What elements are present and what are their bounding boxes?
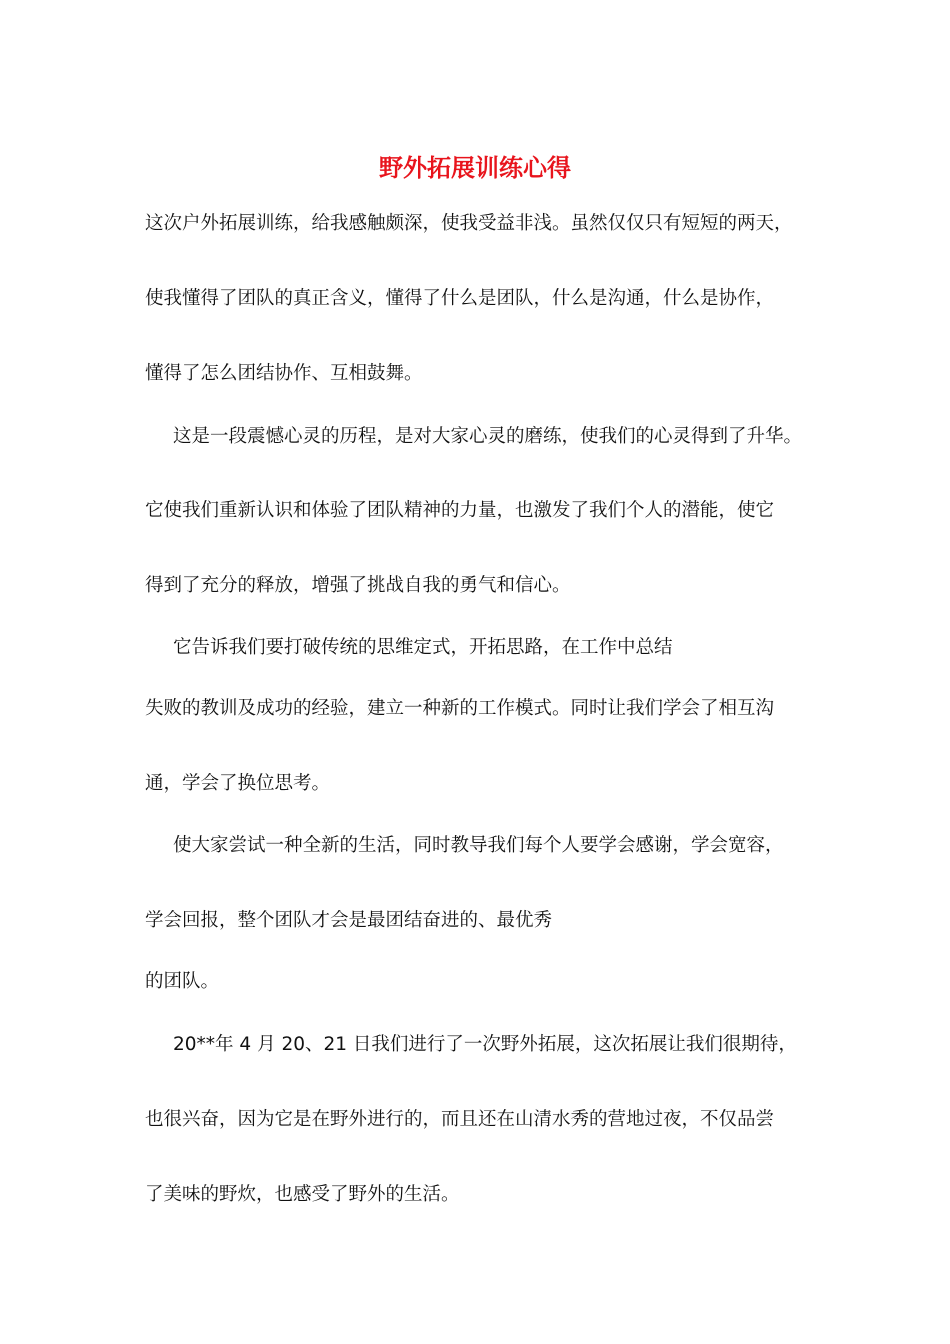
text-line: 20**年 4 月 20、21 日我们进行了一次野外拓展，这次拓展让我们很期待， (173, 1034, 797, 1055)
document-title: 野外拓展训练心得 (379, 153, 571, 182)
text-line: 它使我们重新认识和体验了团队精神的力量，也激发了我们个人的潜能，使它 (145, 500, 775, 521)
text-line: 懂得了怎么团结协作、互相鼓舞。 (145, 363, 423, 384)
text-line: 它告诉我们要打破传统的思维定式，开拓思路，在工作中总结 (173, 637, 673, 658)
text-line: 这是一段震憾心灵的历程，是对大家心灵的磨练，使我们的心灵得到了升华。 (173, 426, 803, 447)
text-line: 使我懂得了团队的真正含义，懂得了什么是团队，什么是沟通，什么是协作， (145, 288, 775, 309)
text-line: 通，学会了换位思考。 (145, 773, 331, 794)
text-line: 了美味的野炊，也感受了野外的生活。 (145, 1184, 460, 1205)
text-line: 也很兴奋，因为它是在野外进行的，而且还在山清水秀的营地过夜，不仅品尝 (145, 1109, 775, 1130)
text-line: 失败的教训及成功的经验，建立一种新的工作模式。同时让我们学会了相互沟 (145, 698, 775, 719)
text-line: 得到了充分的释放，增强了挑战自我的勇气和信心。 (145, 575, 571, 596)
text-line: 使大家尝试一种全新的生活，同时教导我们每个人要学会感谢，学会宽容， (173, 835, 784, 856)
text-line: 这次户外拓展训练，给我感触颇深，使我受益非浅。虽然仅仅只有短短的两天， (145, 213, 793, 234)
text-line: 的团队。 (145, 971, 220, 992)
text-line: 学会回报，整个团队才会是最团结奋进的、最优秀 (145, 910, 553, 931)
